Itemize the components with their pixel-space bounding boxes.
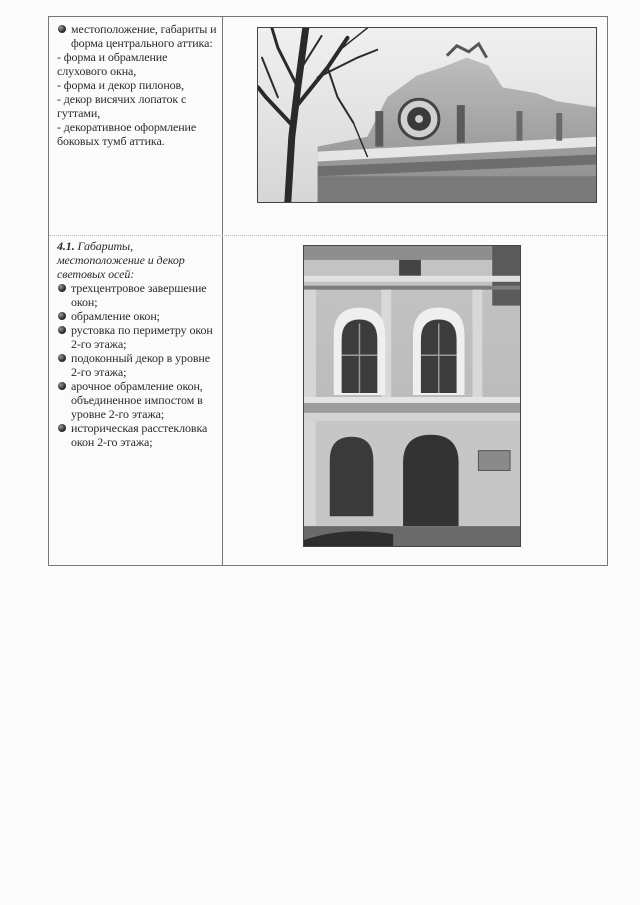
windows-bullet: трехцентровое завершение окон;	[57, 281, 219, 309]
attic-item: - декор висячих лопаток с гуттами,	[57, 92, 187, 120]
windows-description	[57, 239, 219, 449]
attic-item: - форма и декор пилонов,	[57, 78, 185, 92]
heading-number: 4.1.	[57, 239, 75, 253]
content-table	[48, 16, 608, 566]
windows-bullet: обрамление окон;	[57, 309, 219, 323]
row-divider	[49, 235, 607, 236]
heading-text: Габариты, местоположение и декор световых осей:	[57, 239, 185, 281]
attic-bullet: местоположение, габариты и форма центрального аттика:	[57, 22, 219, 50]
windows-bullet: историческая расстекловка окон 2-го этажа;	[57, 421, 219, 449]
attic-item: - декоративное оформление боковых тумб аттика.	[57, 120, 197, 148]
attic-item: - форма и обрамление слухового окна,	[57, 50, 168, 78]
attic-description	[57, 22, 219, 148]
column-divider	[222, 17, 223, 565]
windows-bullet: рустовка по периметру окон 2-го этажа;	[57, 323, 219, 351]
windows-bullet: подоконный декор в уровне 2-го этажа;	[57, 351, 219, 379]
windows-bullet: арочное обрамление окон, объединенное импостом в уровне 2-го этажа;	[57, 379, 219, 421]
windows-heading	[57, 239, 219, 281]
facade-photo	[303, 245, 521, 547]
attic-photo	[257, 27, 597, 203]
